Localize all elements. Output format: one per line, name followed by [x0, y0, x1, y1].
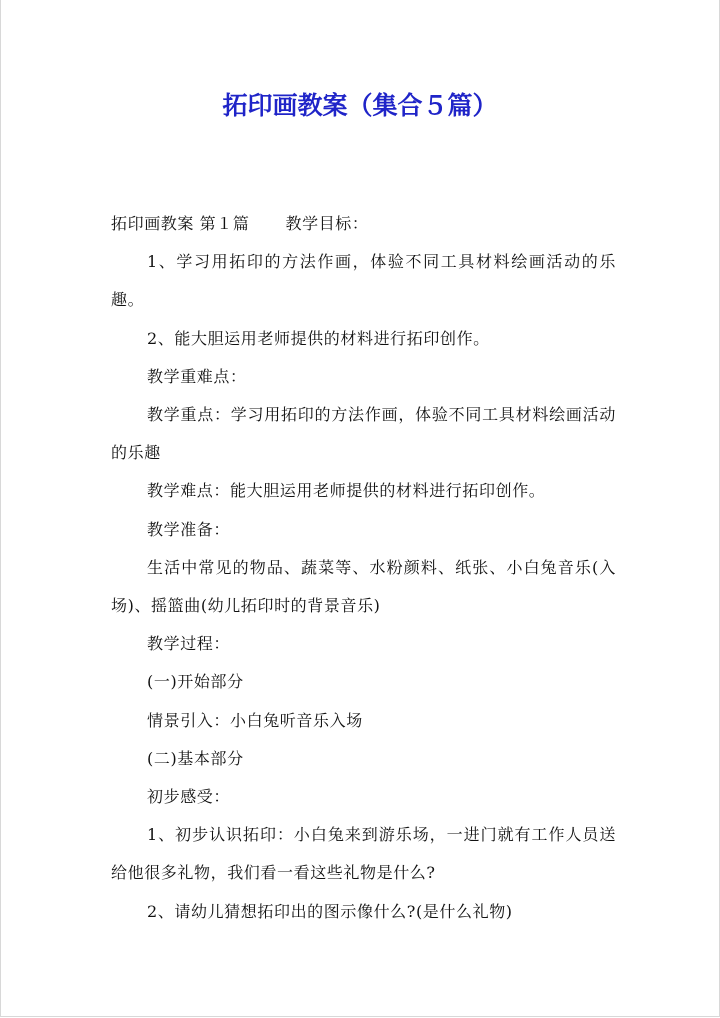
paragraph: 教学重点：学习用拓印的方法作画，体验不同工具材料绘画活动的乐趣 [111, 405, 616, 463]
section-heading: 初步感受： [147, 787, 231, 807]
paragraph: 1、学习用拓印的方法作画，体验不同工具材料绘画活动的乐趣。 [111, 252, 616, 310]
paragraph: 生活中常见的物品、蔬菜等、水粉颜料、纸张、小白兔音乐(入场)、摇篮曲(幼儿拓印时的背景音乐) [111, 557, 616, 616]
chapter-heading: 拓印画教案 第１篇 [111, 214, 250, 233]
paragraph: 2、能大胆运用老师提供的材料进行拓印创作。 [147, 328, 490, 348]
first-line [111, 205, 616, 243]
teaching-goal-heading: 教学目标： [285, 214, 369, 233]
paragraph: 教学难点：能大胆运用老师提供的材料进行拓印创作。 [147, 481, 546, 501]
section-heading: 教学过程： [147, 634, 231, 654]
paragraph: 情景引入：小白兔听音乐入场 [147, 710, 363, 730]
paragraph: 2、请幼儿猜想拓印出的图示像什么?(是什么礼物) [147, 901, 513, 921]
document-title: 拓印画教案（集合５篇） [222, 91, 498, 120]
section-heading: 教学准备： [147, 519, 231, 539]
section-heading: 教学重难点： [147, 366, 247, 386]
section-heading: (一)开始部分 [147, 672, 244, 692]
paragraph: 1、初步认识拓印：小白兔来到游乐场，一进门就有工作人员送给他很多礼物，我们看一看这些礼物是什么? [111, 825, 616, 883]
section-heading: (二)基本部分 [147, 748, 244, 768]
document-body [111, 205, 616, 931]
